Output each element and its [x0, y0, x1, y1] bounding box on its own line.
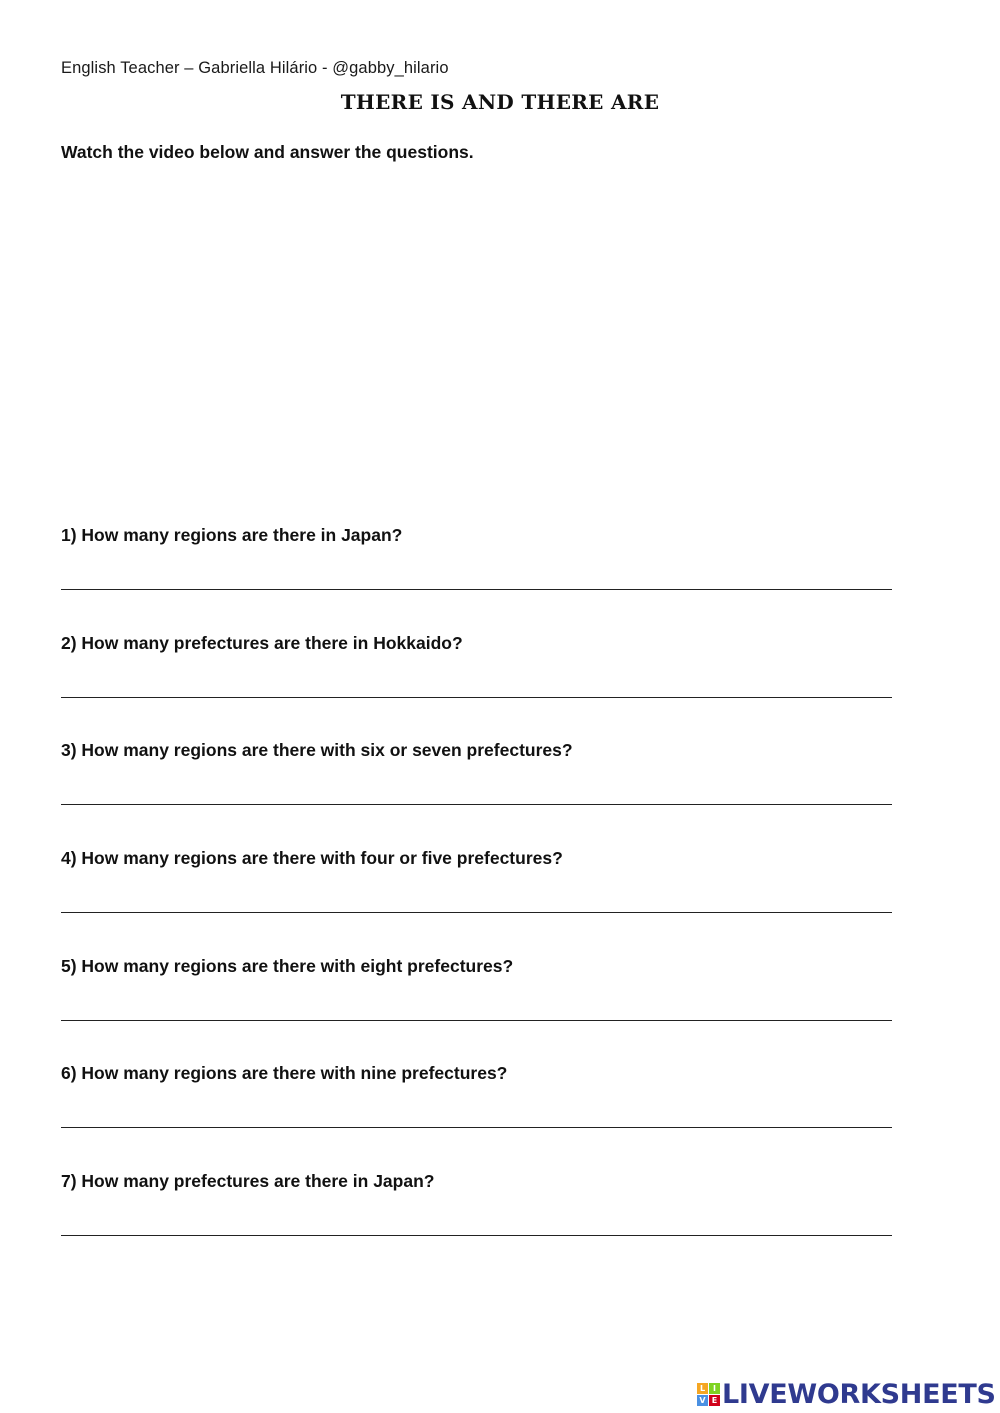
logo-icon-tile: I [709, 1383, 720, 1394]
logo-text: LIVEWORKSHEETS [722, 1378, 996, 1410]
question-4 [61, 848, 892, 928]
question-text: 2) How many prefectures are there in Hokkaido? [61, 633, 463, 653]
question-text: 1) How many regions are there in Japan? [61, 525, 403, 545]
answer-line-2[interactable] [61, 697, 892, 698]
answer-line-4[interactable] [61, 912, 892, 913]
question-3 [61, 740, 892, 820]
question-text: 6) How many regions are there with nine prefectures? [61, 1063, 508, 1083]
instructions: Watch the video below and answer the questions. [61, 142, 474, 162]
answer-line-6[interactable] [61, 1127, 892, 1128]
question-text: 4) How many regions are there with four or five prefectures? [61, 848, 563, 868]
answer-line-3[interactable] [61, 804, 892, 805]
question-text: 7) How many prefectures are there in Japan? [61, 1171, 435, 1191]
answer-line-7[interactable] [61, 1235, 892, 1236]
logo-icon-tile: L [697, 1383, 708, 1394]
video-placeholder[interactable] [61, 185, 891, 495]
author-credit: English Teacher – Gabriella Hilário - @gabby_hilario [61, 59, 449, 77]
question-5 [61, 956, 892, 1036]
liveworksheets-icon [697, 1383, 720, 1406]
logo-icon-tile: V [697, 1395, 708, 1406]
worksheet-title: THERE IS AND THERE ARE [340, 90, 660, 114]
question-7 [61, 1171, 892, 1251]
question-2 [61, 633, 892, 713]
question-1 [61, 525, 892, 605]
logo-icon-tile: E [709, 1395, 720, 1406]
question-text: 3) How many regions are there with six or seven prefectures? [61, 740, 573, 760]
answer-line-1[interactable] [61, 589, 892, 590]
liveworksheets-logo [697, 1377, 996, 1411]
question-text: 5) How many regions are there with eight prefectures? [61, 956, 514, 976]
question-6 [61, 1063, 892, 1143]
answer-line-5[interactable] [61, 1020, 892, 1021]
